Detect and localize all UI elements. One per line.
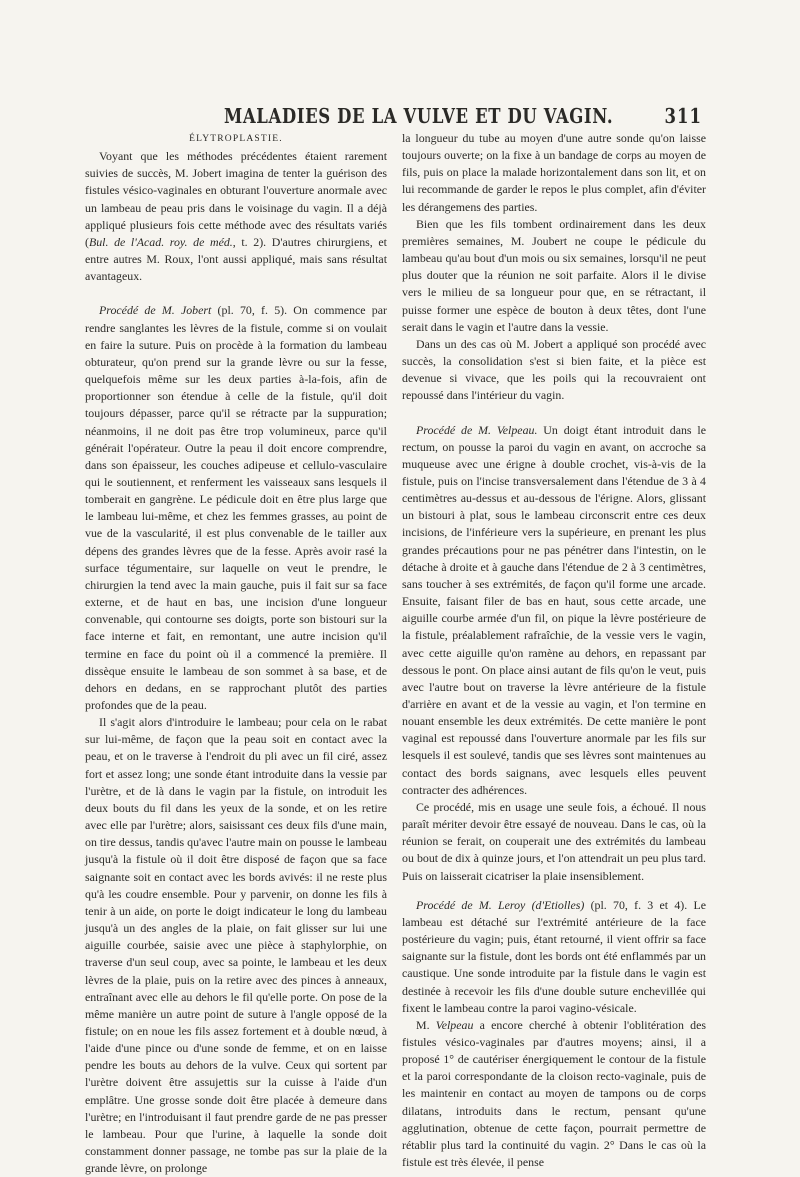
page-number: 311 (664, 104, 702, 128)
procedure-title: Procédé de M. Velpeau. (416, 422, 538, 437)
citation: (d'Etiolles) (531, 897, 585, 912)
procedure-title: Procédé de M. Jobert (99, 303, 212, 318)
paragraph-lambeau: Il s'agit alors d'introduire le lambeau; pour cela on le rabat sur lui-même, de façon que la peau soit en contact avec la peau, et on le traverse à l'endroit du pli avec un fil ciré, assez fort et assez long; une sonde étant introduite dans la vessie par l'urètre, et de là dans le vagin par la fistule, on introduit les deux bouts du fil dans les yeux de la sonde, et on les retire avec elle par l'urètre; alors, saisissant ces deux fils d'une main, on tire dessus, tandis qu'avec l'autre main on pousse le lambeau jusqu'à la fistule où il doit être disposé de façon que sa face saignante soit en contact avec les bords avivés: il ne reste plus qu'à les coudre ensemble. Pour y parvenir, on donne les fils à tenir à un aide, on porte le doigt indicateur le long du lambeau jusqu'à un des angles de la plaie, on fait glisser sur lui une aiguille courbée, saisie avec une pièce à staphylorphie, on traverse d'un seul coup, avec sa pointe, le lambeau et les deux lèvres de la plaie, puis on la retire avec des pinces à anneaux, entraînant avec elle au dehors le fil qu'elle porte. On pose de la même manière un autre point de suture à l'angle opposé de la fistule; on en noue les fils assez fortement et à double nœud, à l'aide d'une pince ou d'une sonde de femme, et on en laisse pendre les bouts au dehors de la vulve. Ceux qui sortent par l'urètre doivent être assujettis sur la cuisse à l'aide d'un emplâtre. Une grosse sonde doit être placée à demeure dans l'urètre; en l'introduisant il faut prendre garde de ne pas presser le lambeau. Pour que l'urine, à laquelle la sonde doit constamment donner passage, ne tombe pas sur la plaie de la grande lèvre, on prolonge (85, 715, 387, 1176)
paragraph-text: a encore cherché à obtenir l'oblitération des fistules vésico-vaginales par d'autres moyens; ainsi, il a proposé 1° de cautériser énergiquement le contour de la fistule et la paroi correspondante de la cloison recto-vaginale, puis de les maintenir en contact au moyen de tampons ou de corps dilatans, introduits dans le rectum, pensant qu'une agglutination, obtenue de cette façon, pourrait permettre de rétablir plus tard la continuité du vagin. 2° Dans le cas où la fistule est très élevée, il pense (402, 1017, 706, 1170)
author-name: Velpeau (435, 1017, 474, 1032)
paragraph-fils: Bien que les fils tombent ordinairement dans les deux premières semaines, M. Joubert ne coupe le pédicule du lambeau qu'au bout d'un mois ou six semaines, lorsqu'il ne peut plus douter que la réunion ne soit parfaite. Alors il le divise vers le milieu de sa longueur pour que, en se rétractant, il puisse former une espèce de bouton à deux têtes, dont l'une serait dans le vagin et l'autre dans la vessie. (402, 216, 706, 334)
paragraph-continued: la longueur du tube au moyen d'une autre sonde qu'on laisse toujours ouverte; on la fixe à un bandage de corps au moyen de fils, puis on place la malade horizontalement dans son lit, et on lui recommande de garder le repos le plus complet, afin d'éviter les dérangemens des parties. (402, 131, 706, 214)
paragraph-velpeau (402, 422, 706, 799)
paragraph-jobert (85, 302, 387, 714)
paragraph-succes: Dans un des cas où M. Jobert a appliqué son procédé avec succès, la consolidation s'est si bien faite, et la pièce est devenue si vivace, que les poils qui la recouvraient ont repoussé dans l'intérieur du vagin. (402, 336, 706, 403)
paragraph-autres-moyens (402, 1017, 706, 1171)
paragraph-text: Un doigt étant introduit dans le rectum, on pousse la paroi du vagin en avant, on accroche sa muqueuse avec une érigne à double crochet, vis-à-vis de la fistule, puis on l'incise transversalement dans l'étendue de 3 à 4 centimètres au-dessus et au-dessous de l'érigne. Alors, glissant un bistouri à plat, sous le lambeau circonscrit entre ces deux incisions, de l'inférieure vers la supérieure, en prenant les plus grandes précautions pour ne pas pénétrer dans l'intestin, on le détache à droite et à gauche dans l'étendue de 2 à 3 centimètres, sans toucher à ses extrémités, de façon qu'il forme une arcade. Ensuite, faisant filer de bas en haut, sous cette arcade, une aiguille courbe armée d'un fil, on pique la lèvre postérieure de la fistule, préalablement rafraîchie, de la vessie vers le vagin, avec cette aiguille qu'on ramène au dehors, en repassant par dessous le pont. On place ainsi autant de fils qu'on le veut, puis avec l'autre bout on traverse la lèvre antérieure de la fistule d'arrière en avant et de la vessie au vagin, et l'on termine en nouant ensemble les deux extrémités. De cette manière le pont vaginal est repoussé dans l'ouverture anormale par les fils sur lesquels il est soulevé, tandis que ses lèvres sont maintenues au contact des bords saignans, avec lesquels elles peuvent contracter des adhérences. (402, 422, 706, 797)
left-column (85, 130, 387, 1177)
paragraph-text: Voyant que les méthodes précédentes étaient rarement suivies de succès, M. Jobert imagina de tenter la guérison des fistules vésico-vaginales en obturant l'ouverture anormale avec un lambeau de peau pris dans le voisinage du vagin. Il a déjà appliqué plusieurs fois cette méthode avec des résultats variés ( (85, 149, 387, 249)
paragraph-text: M. (416, 1017, 436, 1032)
procedure-title: Procédé de M. Leroy (416, 897, 526, 912)
paragraph-leroy (402, 897, 706, 1017)
paragraph-text: (pl. 70, f. 5). On commence par rendre sanglantes les lèvres de la fistule, comme si on voulait en faire la suture. Puis on procède à la formation du lambeau obturateur, qu'on prend sur la grande lèvre ou sur la fesse, quelquefois même sur les deux parties à-la-fois, afin de proportionner son étendue à celle de la fistule, qu'il doit toujours dépasser, parce qu'il se rétracte par la suppuration; néanmoins, il ne doit pas être trop volumineux, parce qu'il générait l'opérateur. Outre la peau il doit encore comprendre, dans son épaisseur, les couches adipeuse et cellulo-vasculaire qui le soutiennent, et renferment les vaisseaux sans lesquels il tomberait en gangrène. Le pédicule doit en être plus large que le lambeau lui-même, et chez les femmes grasses, au point de vue de la vascularité, il est plus convenable de le tailler aux dépens des grandes lèvres que de la fesse. Après avoir rasé la surface tégumentaire, sur laquelle on veut le prendre, le chirurgien la tend avec la main gauche, puis il fait sur sa face externe, et de haut en bas, une incision d'une longueur convenable, qui contourne ses doigts, porte son bistouri sur la face interne et fait, en remontant, une autre incision qu'il termine en face du point où il a commencé la première. Il dissèque ensuite le lambeau de son sommet à sa base, et de dehors en dedans, en se rapprochant plutôt des parties profondes que de la peau. (85, 303, 387, 712)
paragraph-text: , t. 2). D'autres chirurgiens, et entre autres M. Roux, l'ont aussi appliqué, mais sans résultat avantageux. (85, 234, 387, 284)
citation: Bul. de l'Acad. roy. de méd. (88, 234, 233, 249)
running-title: MALADIES DE LA VULVE ET DU VAGIN. (224, 104, 614, 128)
paragraph-intro (85, 148, 387, 285)
section-heading: ÉLYTROPLASTIE. (189, 134, 283, 144)
paragraph-echec: Ce procédé, mis en usage une seule fois, a échoué. Il nous paraît mériter devoir être essayé de nouveau. Dans le cas, où la réunion se ferait, on couperait une des extrémités du lambeau ou bout de dix à quinze jours, et l'on attendrait un peu plus tard. Puis on laisserait cicatriser la plaie insensiblement. (402, 799, 706, 883)
paragraph-text: (pl. 70, f. 3 et 4). Le lambeau est détaché sur l'extrémité antérieure de la face postérieure du vagin; puis, étant retourné, il vient offrir sa face saignante sur la fistule, dont les bords ont été enflammés par un caustique. Une sonde introduite par la fistule dans le vagin est destinée à recevoir les fils d'une double suture enchevillée qui fixent le lambeau contre la paroi vagino-vésicale. (402, 897, 706, 1015)
right-column (402, 130, 706, 1171)
page-header (0, 104, 800, 128)
